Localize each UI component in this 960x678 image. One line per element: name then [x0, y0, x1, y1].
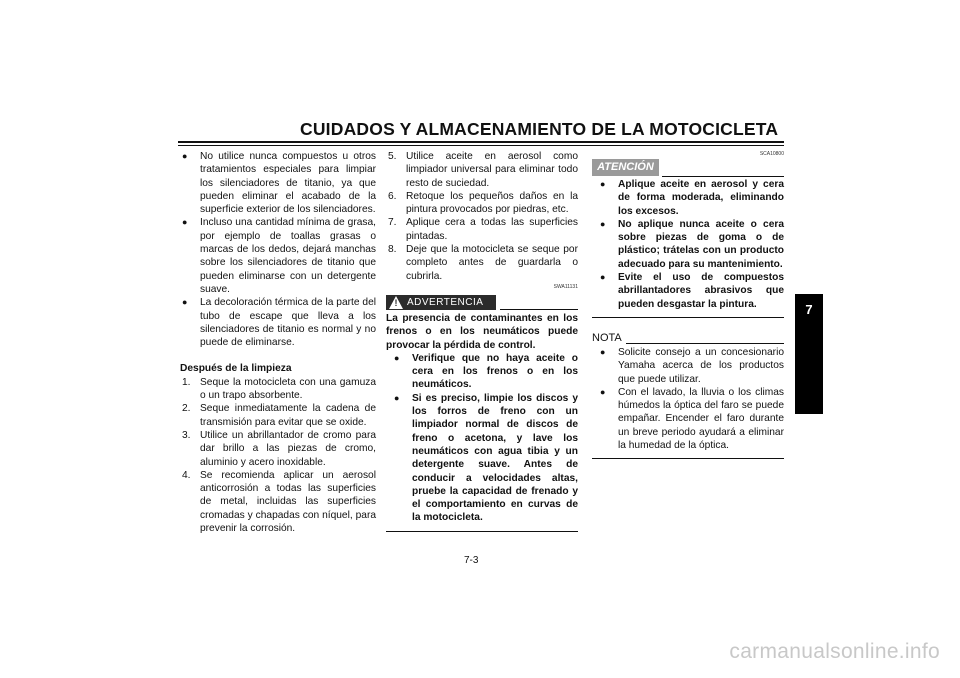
step-text: Utilice aceite en aerosol como limpiador universal para eliminar todo resto de suciedad.	[406, 151, 578, 189]
warning-code: SWA11131	[553, 283, 578, 290]
step-item	[180, 469, 376, 535]
step-number: 1.	[182, 376, 191, 388]
exclamation-icon: !	[394, 297, 398, 308]
warning-item: ● Si es preciso, limpie los discos y los forros de freno con un limpiador normal de discos de freno o acetona, y lave los neumáticos con agua tibia y un detergente suave. Antes de conducir a velocidades altas, pruebe la capacidad de frenado y el comportamiento en curvas de la motocicleta.	[392, 392, 578, 525]
note-header	[592, 332, 784, 346]
caution-item: ● Evite el uso de compuestos abrillantadores abrasivos que pueden desgastar la pintura.	[598, 271, 784, 311]
note-label: NOTA	[592, 331, 622, 344]
column-right	[592, 150, 784, 459]
caution-item: ● Aplique aceite en aerosol y cera de forma moderada, eliminando los excesos.	[598, 178, 784, 218]
step-number: 5.	[388, 151, 397, 162]
step-number: 4.	[182, 469, 191, 481]
caution-badge: ATENCIÓN	[592, 159, 659, 176]
step-text: Se recomienda aplicar un aerosol anticorrosión a todas las superficies de metal, incluidas las superficies cromadas y chapadas con níquel, para prevenir la corrosión.	[200, 469, 376, 535]
step-number: 2.	[182, 403, 191, 415]
note-rule	[626, 343, 784, 344]
list-item: ● Incluso una cantidad mínima de grasa, por ejemplo de toallas grasas o marcas de los dedos, dejará manchas sobre los silenciadores de titanio que pueden eliminarse con un detergente suave.	[180, 216, 376, 296]
step-text: Seque la motocicleta con una gamuza o un trapo absorbente.	[200, 376, 376, 402]
caution-header	[592, 158, 784, 178]
list-item: ● No utilice nunca compuestos u otros tratamientos especiales para limpiar los silenciadores de titanio, ya que pueden eliminar el acabado de la superficie exterior de los silenciadores.	[180, 150, 376, 216]
note-item: ● Con el lavado, la lluvia o los climas húmedos la óptica del faro se puede empañar. Encender el faro durante un breve periodo ayudará a eliminar la humedad de la óptica.	[598, 386, 784, 452]
note-end-rule	[592, 458, 784, 459]
step-number: 6.	[388, 190, 397, 202]
step-item	[180, 429, 376, 469]
step-text: Aplique cera a todas las superficies pintadas.	[406, 217, 578, 242]
step-item	[386, 243, 578, 283]
warning-rule	[500, 309, 578, 310]
chapter-number: 7	[805, 302, 813, 317]
step-item	[180, 376, 376, 403]
page-title: CUIDADOS Y ALMACENAMIENTO DE LA MOTOCICLETA	[300, 119, 779, 139]
title-rule-thin	[178, 145, 784, 146]
step-text: Seque inmediatamente la cadena de transmisión para evitar que se oxide.	[200, 403, 376, 428]
caution-code: SCA10800	[759, 151, 784, 157]
step-item	[386, 216, 578, 243]
list-item: ● La decoloración térmica de la parte del tubo de escape que lleva a los silenciadores de titanio es normal y no puede de eliminarse.	[180, 296, 376, 349]
warning-end-rule	[386, 531, 578, 532]
step-text: Deje que la motocicleta se seque por completo antes de guardarla o cubrirla.	[406, 244, 578, 282]
chapter-tab	[795, 294, 823, 414]
step-item	[386, 190, 578, 217]
step-number: 7.	[388, 217, 397, 229]
caution-rule	[662, 176, 784, 177]
title-rule	[178, 141, 784, 143]
warning-label: ADVERTENCIA	[407, 296, 484, 308]
section-heading: Después de la limpieza	[180, 363, 292, 375]
step-number: 3.	[182, 429, 191, 441]
step-text: Utilice un abrillantador de cromo para dar brillo a las piezas de cromo, aluminio y acero inoxidable.	[200, 429, 376, 468]
warning-item: ● Verifique que no haya aceite o cera en los frenos o en los neumáticos.	[392, 352, 578, 392]
step-text: Retoque los pequeños daños en la pintura provocados por piedras, etc.	[406, 190, 578, 216]
step-number: 8.	[388, 244, 397, 256]
warning-badge	[386, 295, 496, 310]
warning-intro: La presencia de contaminantes en los frenos o en los neumáticos puede provocar la pérdida de control.	[386, 312, 578, 351]
page-number: 7-3	[464, 555, 479, 566]
note-item: ● Solicite consejo a un concesionario Yamaha acerca de los productos que puede utilizar.	[598, 346, 784, 386]
column-left	[180, 150, 376, 535]
step-item	[386, 150, 578, 190]
column-middle	[386, 150, 578, 532]
caution-item: ● No aplique nunca aceite o cera sobre piezas de goma o de plástico; trátelas con un producto adecuado para su mantenimiento.	[598, 218, 784, 271]
step-item	[180, 402, 376, 429]
watermark: carmanualsonline.info	[729, 640, 940, 663]
warning-header	[386, 292, 578, 312]
